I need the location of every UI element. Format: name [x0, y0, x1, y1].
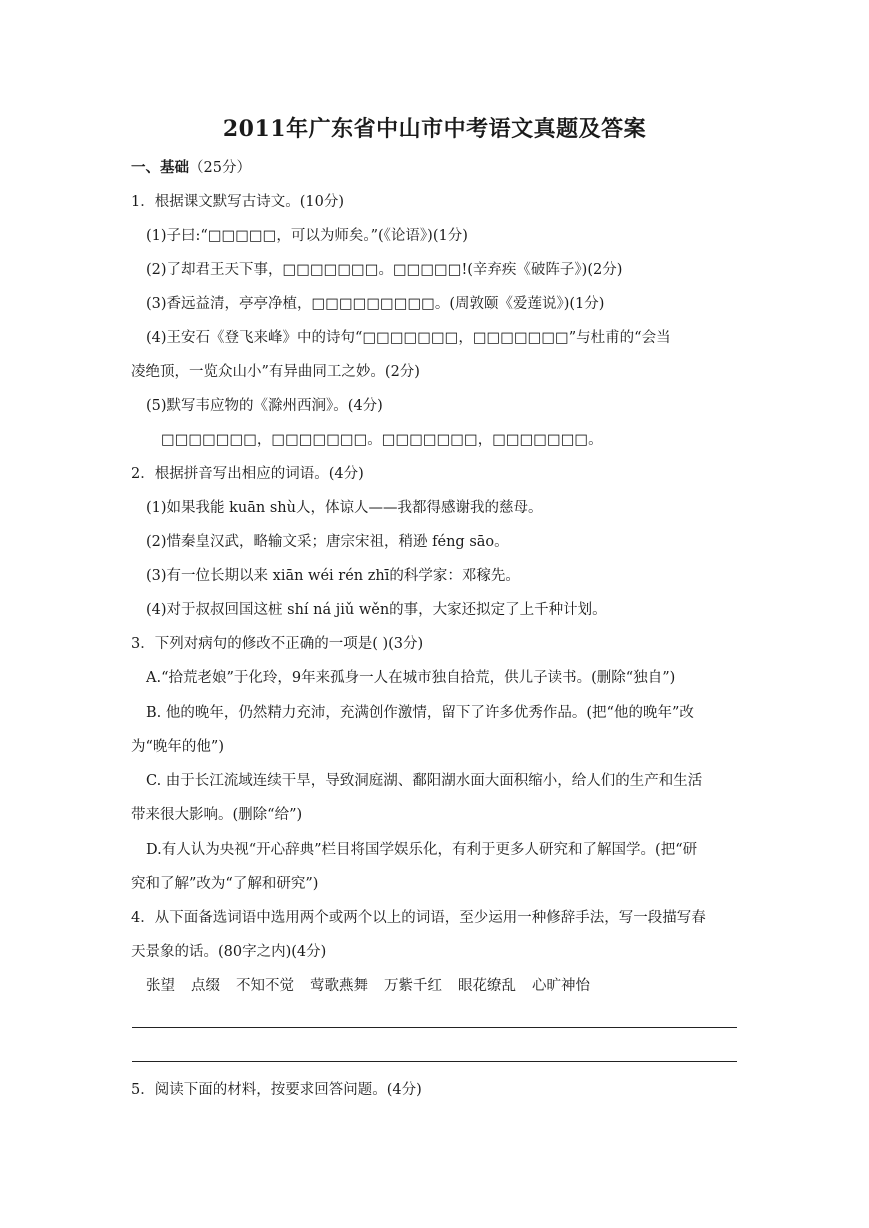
question-1-stem: 1．根据课文默写古诗文。(10分): [131, 194, 344, 210]
question-3-stem: 3．下列对病句的修改不正确的一项是( )(3分): [131, 636, 424, 652]
section-heading: [131, 158, 251, 178]
question-1-item-3: (3)香远益清，亭亭净植，□□□□□□□□□。(周敦颐《爱莲说》)(1分): [146, 296, 605, 312]
question-1-item-2: (2)了却君王天下事，□□□□□□□。□□□□□!(辛弃疾《破阵子》)(2分): [146, 262, 623, 278]
question-1-item-4: (4)王安石《登飞来峰》中的诗句“□□□□□□□，□□□□□□□”与杜甫的“会当: [146, 330, 671, 346]
question-4-stem-cont: 天景象的话。(80字之内)(4分): [131, 944, 327, 960]
answer-line: [132, 1027, 737, 1028]
question-1-item-5: (5)默写韦应物的《滁州西涧》。(4分): [146, 398, 383, 414]
question-2-item-4: (4)对于叔叔回国这桩 shí ná jiǔ wěn的事，大家还拟定了上千种计划。: [146, 602, 607, 618]
question-3-option-b: B. 他的晚年，仍然精力充沛，充满创作激情，留下了许多优秀作品。(把“他的晚年”改: [146, 705, 694, 721]
question-1-item-1: (1)子曰:“□□□□□，可以为师矣。”(《论语》)(1分): [146, 228, 468, 244]
question-3-option-d: D.有人认为央视“开心辞典”栏目将国学娱乐化，有利于更多人研究和了解国学。(把“研: [146, 842, 698, 858]
question-2-item-2: (2)惜秦皇汉武，略输文采；唐宗宋祖，稍逊 féng sāo。: [146, 534, 509, 550]
question-1-item-4-cont: 凌绝顶，一览众山小”有异曲同工之妙。(2分): [131, 364, 420, 380]
word-bank-item: 不知不觉: [236, 978, 294, 994]
question-2-item-3: (3)有一位长期以来 xiān wéi rén zhī的科学家：邓稼先。: [146, 568, 520, 584]
page-title: 2011年广东省中山市中考语文真题及答案: [222, 116, 647, 142]
answer-line: [132, 1061, 737, 1062]
question-2-item-1: (1)如果我能 kuān shù人，体谅人——我都得感谢我的慈母。: [146, 500, 543, 516]
word-bank-item: 眼花缭乱: [458, 978, 516, 994]
question-4-stem: 4．从下面备选词语中选用两个或两个以上的词语，至少运用一种修辞手法，写一段描写春: [131, 910, 706, 926]
word-bank-item: 点缀: [191, 978, 220, 994]
word-bank: [146, 976, 606, 996]
word-bank-item: 张望: [146, 978, 175, 994]
question-2-stem: 2．根据拼音写出相应的词语。(4分): [131, 466, 364, 482]
question-3-option-c: C. 由于长江流域连续干旱，导致洞庭湖、鄱阳湖水面大面积缩小，给人们的生产和生活: [146, 773, 703, 789]
section-score: （25分）: [189, 160, 251, 176]
word-bank-item: 心旷神怡: [532, 978, 590, 994]
word-bank-item: 莺歌燕舞: [310, 978, 368, 994]
word-bank-item: 万紫千红: [384, 978, 442, 994]
question-3-option-b-cont: 为“晚年的他”): [131, 739, 224, 755]
question-3-option-d-cont: 究和了解”改为“了解和研究”): [131, 876, 319, 892]
section-label: 一、基础: [131, 159, 189, 176]
question-3-option-c-cont: 带来很大影响。(删除“给”): [131, 807, 303, 823]
question-5-stem: 5．阅读下面的材料，按要求回答问题。(4分): [131, 1082, 422, 1098]
question-3-option-a: A.“拾荒老娘”于化玲，9年来孤身一人在城市独自拾荒，供儿子读书。(删除“独自”): [146, 670, 676, 686]
question-1-item-5-blanks: □□□□□□□，□□□□□□□。□□□□□□□，□□□□□□□。: [161, 432, 603, 448]
